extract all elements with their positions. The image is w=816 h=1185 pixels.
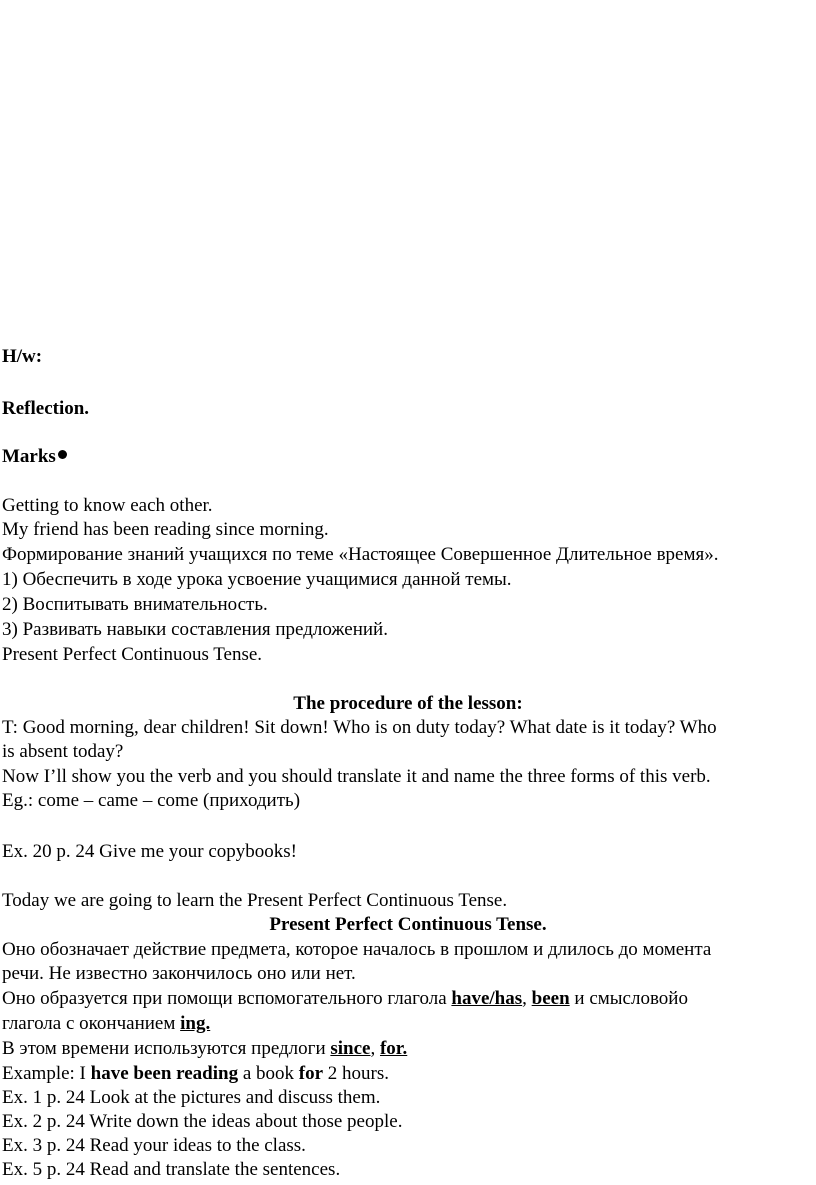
explain-text: , [370, 1038, 380, 1059]
exercise-line: Ex. 1 p. 24 Look at the pictures and discuss them. [2, 1087, 381, 1108]
bullet-icon [58, 450, 67, 459]
teacher-line: Eg.: come – came – come (приходить) [2, 790, 301, 811]
explain-line [2, 1037, 407, 1061]
example-bold: for [298, 1063, 324, 1084]
procedure-title: The procedure of the lesson: [293, 693, 523, 714]
explain-line [2, 987, 688, 1011]
explain-text: Оно образуется при помощи вспомогательного глагола [2, 988, 452, 1009]
hw-heading: H/w: [2, 346, 43, 367]
tense-title: Present Perfect Continuous Tense. [269, 914, 547, 935]
intro-line: 2) Воспитывать внимательность. [2, 594, 268, 615]
explain-text: В этом времени используются предлоги [2, 1038, 331, 1059]
explain-text: о [678, 988, 688, 1009]
example-line [2, 1062, 389, 1086]
exercise-20: Ex. 20 p. 24 Give me your copybooks! [2, 841, 297, 862]
been-term: been [531, 988, 570, 1009]
since-term: since [330, 1038, 371, 1059]
reflection-heading: Reflection. [2, 398, 90, 419]
example-text: 2 hours. [323, 1063, 390, 1084]
explain-text: и смысловой [569, 988, 679, 1009]
exercise-line: Ex. 2 p. 24 Write down the ideas about those people. [2, 1111, 403, 1132]
explain-text: глагола с окончанием [2, 1013, 181, 1034]
exercise-line: Ex. 5 p. 24 Read and translate the sentences. [2, 1159, 341, 1180]
teacher-line: Now I’ll show you the verb and you should translate it and name the three forms of this verb. [2, 766, 711, 787]
explain-line: Оно обозначает действие предмета, которое началось в прошлом и длилось до момента [2, 939, 712, 960]
example-text: a book [238, 1063, 299, 1084]
explain-text: , [522, 988, 532, 1009]
intro-line: 3) Развивать навыки составления предложений. [2, 619, 388, 640]
explain-line [2, 1012, 210, 1036]
have-has-term: have/has [451, 988, 523, 1009]
exercise-line: Ex. 3 p. 24 Read your ideas to the class. [2, 1135, 306, 1156]
intro-line: My friend has been reading since morning. [2, 519, 329, 540]
teacher-line: T: Good morning, dear children! Sit down! Who is on duty today? What date is it today? Who [2, 717, 717, 738]
intro-line: Формирование знаний учащихся по теме «Настоящее Совершенное Длительное время». [2, 544, 719, 565]
example-bold: have been reading [90, 1063, 239, 1084]
marks-label: Marks [2, 446, 56, 467]
today-line: Today we are going to learn the Present Perfect Continuous Tense. [2, 890, 508, 911]
for-term: for. [379, 1038, 408, 1059]
example-text: Example: I [2, 1063, 91, 1084]
ing-term: ing. [180, 1013, 211, 1034]
marks-heading [2, 445, 67, 469]
intro-line: Getting to know each other. [2, 495, 213, 516]
explain-line: речи. Не известно закончилось оно или нет. [2, 963, 356, 984]
intro-line: Present Perfect Continuous Tense. [2, 644, 263, 665]
intro-line: 1) Обеспечить в ходе урока усвоение учащимися данной темы. [2, 569, 512, 590]
teacher-line: is absent today? [2, 741, 124, 762]
